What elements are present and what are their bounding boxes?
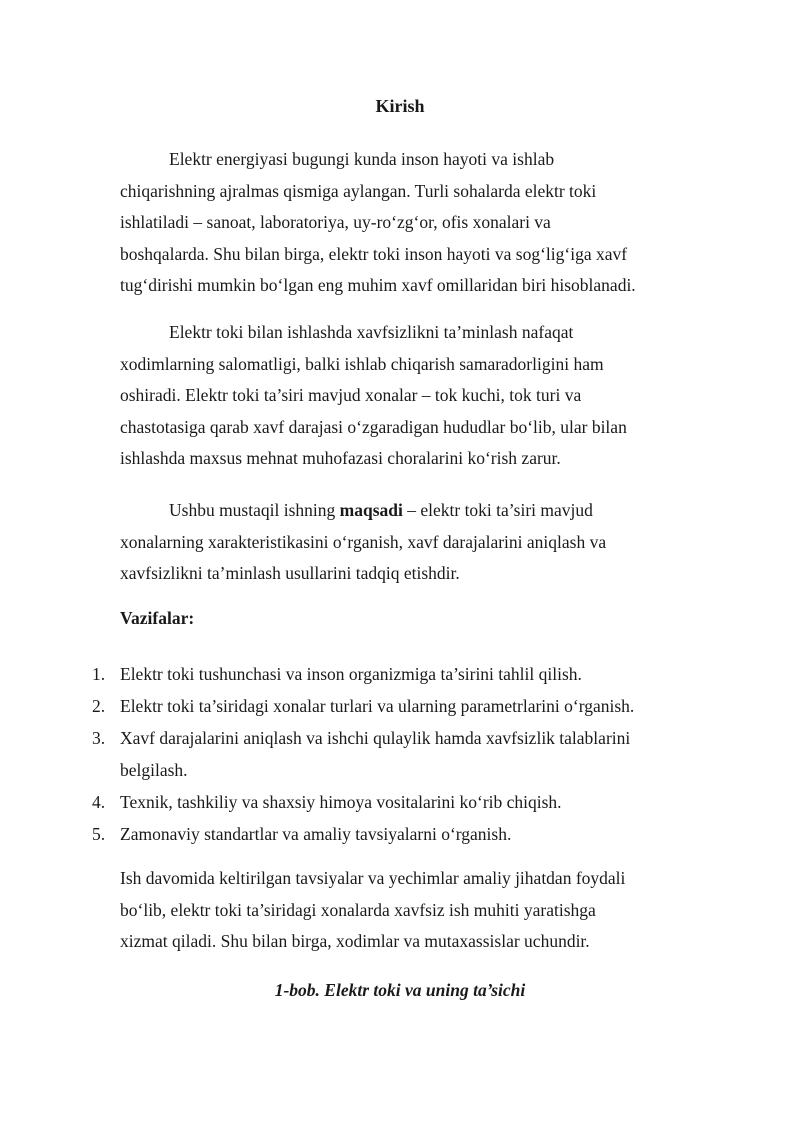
chapter-title: 1-bob. Elektr toki va uning ta’sichi bbox=[274, 980, 526, 1000]
goal-paragraph bbox=[120, 495, 680, 590]
safety-paragraph bbox=[120, 317, 680, 475]
page-title: Kirish bbox=[375, 96, 425, 116]
goal-keyword: maqsadi bbox=[339, 500, 403, 520]
intro-paragraph bbox=[120, 144, 680, 302]
list-item bbox=[92, 818, 634, 850]
list-item-text: belgilash. bbox=[120, 760, 188, 780]
paragraph-line: oshiradi. Elektr toki ta’siri mavjud xonalar – tok kuchi, tok turi va bbox=[120, 385, 582, 405]
conclusion-paragraph bbox=[120, 863, 680, 958]
paragraph-line: Elektr toki bilan ishlashda xavfsizlikni ta’minlash nafaqat bbox=[169, 322, 574, 342]
paragraph-line bbox=[120, 495, 680, 527]
paragraph-line: chiqarishning ajralmas qismiga aylangan. Turli sohalarda elektr toki bbox=[120, 180, 597, 201]
goal-text-after: – elektr toki ta’siri mavjud bbox=[402, 500, 593, 520]
paragraph-line: bo‘lib, elektr toki ta’siridagi xonalarda xavfsiz ish muhiti yaratishga bbox=[120, 899, 596, 920]
paragraph-line: Elektr energiyasi bugungi kunda inson hayoti va ishlab bbox=[169, 149, 555, 169]
list-item bbox=[92, 658, 634, 690]
paragraph-line: xavfsizlikni ta’minlash usullarini tadqiq etishdir. bbox=[120, 563, 460, 583]
list-number: 5. bbox=[92, 824, 106, 844]
list-number: 4. bbox=[92, 792, 106, 812]
list-item-text: Xavf darajalarini aniqlash va ishchi qulaylik hamda xavfsizlik talablarini bbox=[120, 728, 631, 748]
paragraph-line: Ish davomida keltirilgan tavsiyalar va yechimlar amaliy jihatdan foydali bbox=[120, 868, 626, 888]
tasks-list bbox=[92, 658, 634, 850]
goal-text-before: Ushbu mustaqil ishning bbox=[169, 500, 340, 520]
tasks-heading: Vazifalar: bbox=[120, 608, 195, 628]
list-number: 2. bbox=[92, 696, 106, 716]
paragraph-line: xonalarning xarakteristikasini o‘rganish, xavf darajalarini aniqlash va bbox=[120, 531, 607, 552]
list-item bbox=[92, 786, 634, 818]
list-item bbox=[92, 722, 634, 786]
list-item-text: Elektr toki ta’siridagi xonalar turlari va ularning parametrlarini o‘rganish. bbox=[120, 696, 635, 716]
list-number: 3. bbox=[92, 728, 106, 748]
paragraph-line: ishlashda maxsus mehnat muhofazasi choralarini ko‘rish zarur. bbox=[120, 448, 561, 468]
list-number: 1. bbox=[92, 664, 106, 684]
paragraph-line: xizmat qiladi. Shu bilan birga, xodimlar va mutaxassislar uchundir. bbox=[120, 931, 590, 951]
list-item-text: Texnik, tashkiliy va shaxsiy himoya vositalarini ko‘rib chiqish. bbox=[120, 792, 562, 812]
paragraph-line: ishlatiladi – sanoat, laboratoriya, uy-ro‘zg‘or, ofis xonalari va bbox=[120, 212, 551, 232]
paragraph-line: boshqalarda. Shu bilan birga, elektr toki inson hayoti va sog‘lig‘iga xavf bbox=[120, 243, 628, 264]
list-item-text: Zamonaviy standartlar va amaliy tavsiyalarni o‘rganish. bbox=[120, 824, 512, 844]
paragraph-line: tug‘dirishi mumkin bo‘lgan eng muhim xavf omillaridan biri hisoblanadi. bbox=[120, 275, 636, 295]
paragraph-line: xodimlarning salomatligi, balki ishlab chiqarish samaradorligini ham bbox=[120, 353, 604, 374]
list-item bbox=[92, 690, 634, 722]
list-item-text: Elektr toki tushunchasi va inson organizmiga ta’sirini tahlil qilish. bbox=[120, 664, 582, 684]
paragraph-line: chastotasiga qarab xavf darajasi o‘zgaradigan hududlar bo‘lib, ular bilan bbox=[120, 416, 627, 437]
